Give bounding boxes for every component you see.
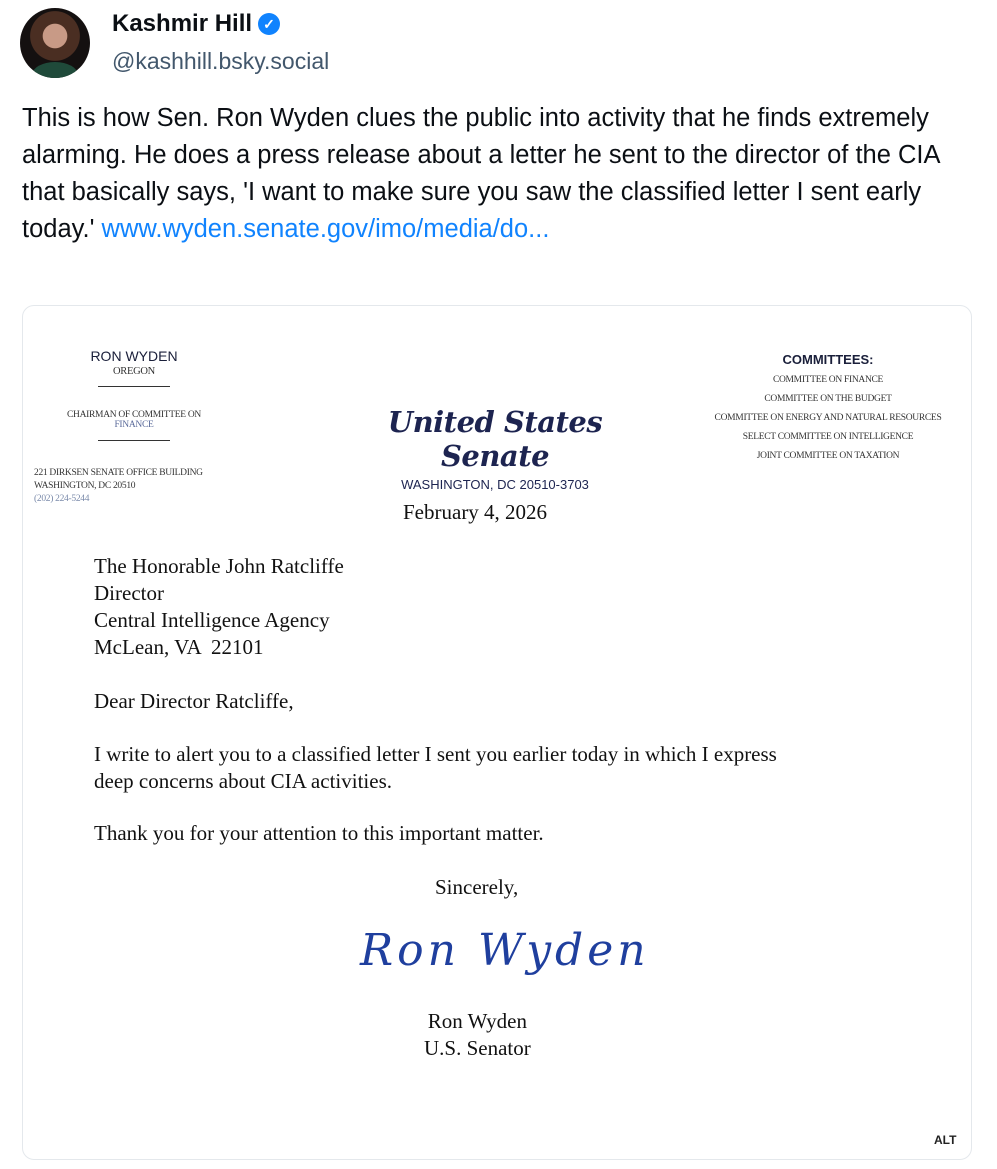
address-line: 221 DIRKSEN SENATE OFFICE BUILDING — [34, 468, 203, 478]
recipient-line: Director — [94, 581, 164, 605]
phone: (202) 224-5244 — [34, 494, 90, 504]
letter-date: February 4, 2026 — [403, 500, 548, 524]
author-name-text: Kashmir Hill — [112, 10, 253, 37]
signature: Ron Wyden — [360, 925, 650, 976]
sender-state: OREGON — [113, 366, 155, 377]
signer-name: Ron Wyden — [427, 1009, 527, 1033]
post-body: This is how Sen. Ron Wyden clues the public into activity that he finds extremely alarming. He does a press release about a letter he sent to the director of the CIA that basically says, 'I want to make sure you saw the classified letter I sent early today.' — [22, 104, 940, 243]
letterhead-city: WASHINGTON, DC 20510-3703 — [401, 477, 589, 492]
signer-block — [424, 1008, 531, 1062]
paragraph-line: deep concerns about CIA activities. — [94, 769, 392, 793]
chair-committee: FINANCE — [114, 420, 154, 430]
paragraph-line: I write to alert you to a classified letter I sent you earlier today in which I express — [94, 742, 777, 766]
verified-check-icon: ✓ — [258, 13, 280, 35]
recipient-line: McLean, VA 22101 — [94, 635, 264, 659]
recipient-line: The Honorable John Ratcliffe — [94, 554, 344, 578]
alt-text-button[interactable]: ALT — [928, 1131, 962, 1149]
closing: Sincerely, — [435, 875, 519, 899]
committees-block — [700, 352, 956, 466]
committee-item: JOINT COMMITTEE ON TAXATION — [756, 451, 900, 461]
committees-title: COMMITTEES: — [782, 352, 874, 367]
recipient-line: Central Intelligence Agency — [94, 608, 330, 632]
recipient-block — [94, 553, 344, 661]
letterhead — [330, 405, 660, 492]
divider — [98, 386, 170, 387]
chair-line: CHAIRMAN OF COMMITTEE ON — [67, 410, 201, 420]
committee-item: COMMITTEE ON THE BUDGET — [764, 394, 892, 404]
salutation: Dear Director Ratcliffe, — [94, 689, 294, 713]
sender-name: RON WYDEN — [90, 348, 178, 364]
letter-sender-block — [74, 348, 194, 387]
divider — [98, 440, 170, 441]
address-line: WASHINGTON, DC 20510 — [34, 481, 136, 491]
letterhead-title: United States Senate — [387, 405, 603, 473]
chair-block — [44, 410, 224, 441]
signer-title: U.S. Senator — [424, 1036, 531, 1060]
paragraph-1 — [94, 741, 777, 795]
committees-list — [700, 371, 956, 466]
avatar[interactable] — [20, 8, 90, 78]
committee-item: COMMITTEE ON FINANCE — [772, 375, 884, 385]
paragraph-2: Thank you for your attention to this important matter. — [94, 821, 544, 845]
address-block — [34, 467, 203, 506]
post-text — [22, 100, 972, 248]
author-handle[interactable]: @kashhill.bsky.social — [112, 48, 330, 74]
committee-item: SELECT COMMITTEE ON INTELLIGENCE — [742, 432, 914, 442]
author-name[interactable] — [112, 10, 280, 38]
committee-item: COMMITTEE ON ENERGY AND NATURAL RESOURCES — [714, 413, 942, 423]
post-link[interactable]: www.wyden.senate.gov/imo/media/do... — [101, 215, 550, 243]
